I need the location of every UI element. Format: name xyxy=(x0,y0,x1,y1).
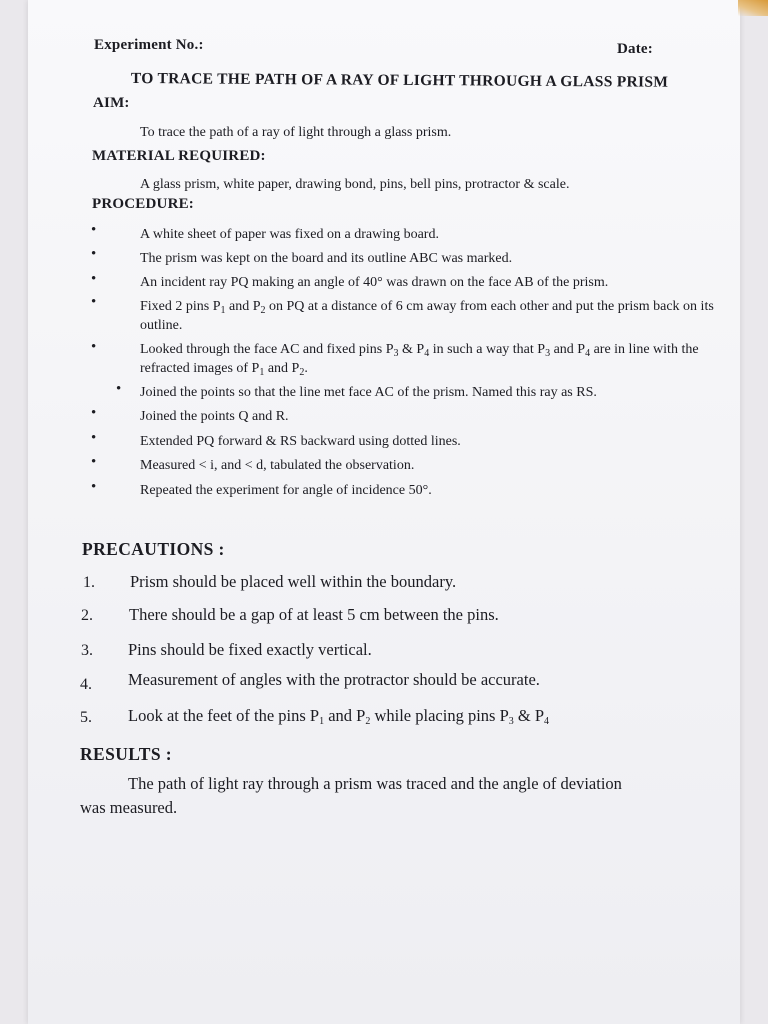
precaution-number: 4. xyxy=(80,676,92,693)
results-heading: RESULTS : xyxy=(80,744,172,764)
procedure-step-7: Joined the points Q and R. xyxy=(140,409,289,424)
bullet-icon: • xyxy=(91,405,97,421)
bullet-icon: • xyxy=(91,454,97,470)
precaution-item-2: There should be a gap of at least 5 cm between the pins. xyxy=(129,605,499,624)
experiment-number-label: Experiment No.: xyxy=(94,37,204,53)
page-corner-shadow xyxy=(738,0,768,16)
date-label: Date: xyxy=(617,41,653,57)
bullet-icon: • xyxy=(91,222,97,238)
precaution-number: 5. xyxy=(80,709,92,726)
material-heading: MATERIAL REQUIRED: xyxy=(92,148,266,164)
bullet-icon: • xyxy=(91,294,97,310)
results-text: The path of light ray through a prism was traced and the angle of deviation was measured. xyxy=(80,774,622,817)
material-text: A glass prism, white paper, drawing bond, pins, bell pins, protractor & scale. xyxy=(140,177,570,192)
bullet-icon: • xyxy=(91,430,97,446)
bullet-icon: • xyxy=(91,271,97,287)
procedure-heading: PROCEDURE: xyxy=(92,196,194,212)
bullet-icon: • xyxy=(116,381,122,397)
procedure-step-5: Looked through the face AC and fixed pins $P_3$ & $P_4$ in such a way that $P_3$ and $P_4$ are in line with the refracted images of $P_1$ and $P_2$. xyxy=(140,342,699,378)
bullet-icon: • xyxy=(91,246,97,262)
procedure-step-6: Joined the points so that the line met face AC of the prism. Named this ray as RS. xyxy=(140,385,597,400)
precaution-number: 2. xyxy=(81,607,93,624)
aim-heading: AIM: xyxy=(93,95,130,111)
procedure-step-8: Extended PQ forward & RS backward using dotted lines. xyxy=(140,434,461,449)
precaution-number: 3. xyxy=(81,642,93,659)
precaution-number: 1. xyxy=(83,574,95,591)
procedure-step-2: The prism was kept on the board and its outline ABC was marked. xyxy=(140,251,513,266)
precaution-item-4: Measurement of angles with the protractor should be accurate. xyxy=(128,670,540,689)
procedure-step-3: An incident ray PQ making an angle of 40° was drawn on the face AB of the prism. xyxy=(140,275,609,290)
precaution-item-1: Prism should be placed well within the boundary. xyxy=(130,572,457,591)
procedure-step-10: Repeated the experiment for angle of incidence 50°. xyxy=(140,483,432,498)
procedure-step-4: Fixed 2 pins $P_1$ and $P_2$ on PQ at a distance of 6 cm away from each other and put the prism back on its outline. xyxy=(140,299,714,333)
bullet-icon: • xyxy=(91,339,97,355)
precautions-heading: PRECAUTIONS : xyxy=(82,539,225,559)
procedure-step-1: A white sheet of paper was fixed on a drawing board. xyxy=(140,227,439,242)
aim-text: To trace the path of a ray of light through a glass prism. xyxy=(140,125,452,140)
precaution-item-5: Look at the feet of the pins $P_1$ and $P_2$ while placing pins $P_3$ & $P_4$ xyxy=(128,706,550,727)
experiment-title: TO TRACE THE PATH OF A RAY OF LIGHT THROUGH A GLASS PRISM xyxy=(130,70,669,91)
precaution-item-3: Pins should be fixed exactly vertical. xyxy=(128,640,372,659)
procedure-step-9: Measured < i, and < d, tabulated the observation. xyxy=(140,458,415,473)
bullet-icon: • xyxy=(91,479,97,495)
